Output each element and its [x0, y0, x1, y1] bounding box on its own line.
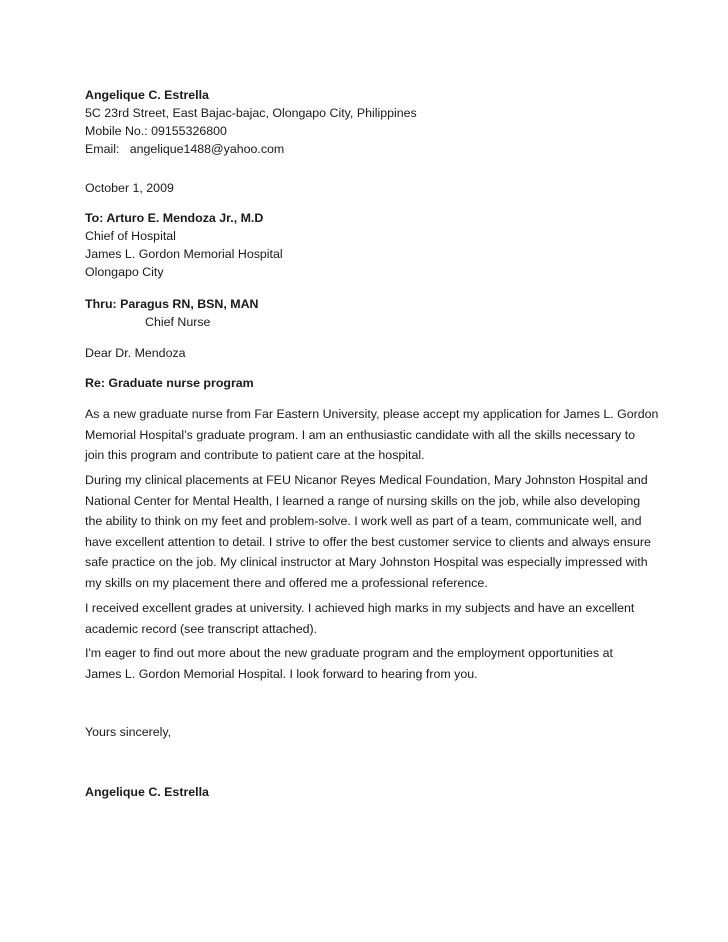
recipient-to-line: To: Arturo E. Mendoza Jr., M.D — [85, 211, 264, 225]
signature-name: Angelique C. Estrella — [85, 785, 209, 799]
body-paragraph-1 — [85, 404, 658, 466]
paragraph-line: safe practice on the job. My clinical instructor at Mary Johnston Hospital was especially impressed with — [85, 555, 648, 569]
sender-mobile: Mobile No.: 09155326800 — [85, 124, 227, 138]
paragraph-line: my skills on my placement there and offered me a professional reference. — [85, 575, 488, 590]
paragraph-line: National Center for Mental Health, I learned a range of nursing skills on the job, while also developing — [85, 493, 641, 508]
body-paragraph-3 — [85, 598, 634, 639]
salutation: Dear Dr. Mendoza — [85, 346, 186, 360]
sender-email: Email: angelique1488@yahoo.com — [85, 142, 285, 156]
paragraph-line: the ability to think on my feet and problem-solve. I work well as part of a team, communicate well, and — [85, 514, 642, 528]
body-paragraph-2 — [85, 470, 651, 593]
paragraph-line: James L. Gordon Memorial Hospital. I look forward to hearing from you. — [85, 666, 478, 681]
paragraph-line: join this program and contribute to patient care at the hospital. — [85, 448, 425, 462]
recipient-city: Olongapo City — [85, 265, 164, 279]
recipient-block — [85, 209, 283, 281]
paragraph-line: academic record (see transcript attached). — [85, 621, 318, 636]
sender-block — [85, 86, 417, 158]
paragraph-line: have excellent attention to detail. I strive to offer the best customer service to clients and always ensure — [85, 534, 651, 549]
paragraph-line: I received excellent grades at university. I achieved high marks in my subjects and have an excellent — [85, 601, 635, 615]
paragraph-line: Memorial Hospital’s graduate program. I am an enthusiastic candidate with all the skills necessary to — [85, 427, 636, 442]
recipient-title: Chief of Hospital — [85, 229, 176, 243]
subject-line: Re: Graduate nurse program — [85, 376, 254, 390]
paragraph-line: During my clinical placements at FEU Nicanor Reyes Medical Foundation, Mary Johnston Hospital and — [85, 473, 648, 487]
paragraph-line: As a new graduate nurse from Far Eastern University, please accept my application for James L. Gordon — [85, 407, 659, 421]
letter-date: October 1, 2009 — [85, 181, 174, 195]
sender-address: 5C 23rd Street, East Bajac-bajac, Olongapo City, Philippines — [85, 106, 417, 120]
sender-name: Angelique C. Estrella — [85, 88, 209, 102]
body-paragraph-4 — [85, 643, 613, 684]
thru-block — [85, 295, 258, 331]
thru-title: Chief Nurse — [145, 315, 211, 329]
recipient-org: James L. Gordon Memorial Hospital — [85, 247, 283, 261]
thru-line: Thru: Paragus RN, BSN, MAN — [85, 297, 259, 311]
paragraph-line: I'm eager to find out more about the new graduate program and the employment opportunities at — [85, 646, 613, 660]
closing: Yours sincerely, — [85, 725, 172, 739]
